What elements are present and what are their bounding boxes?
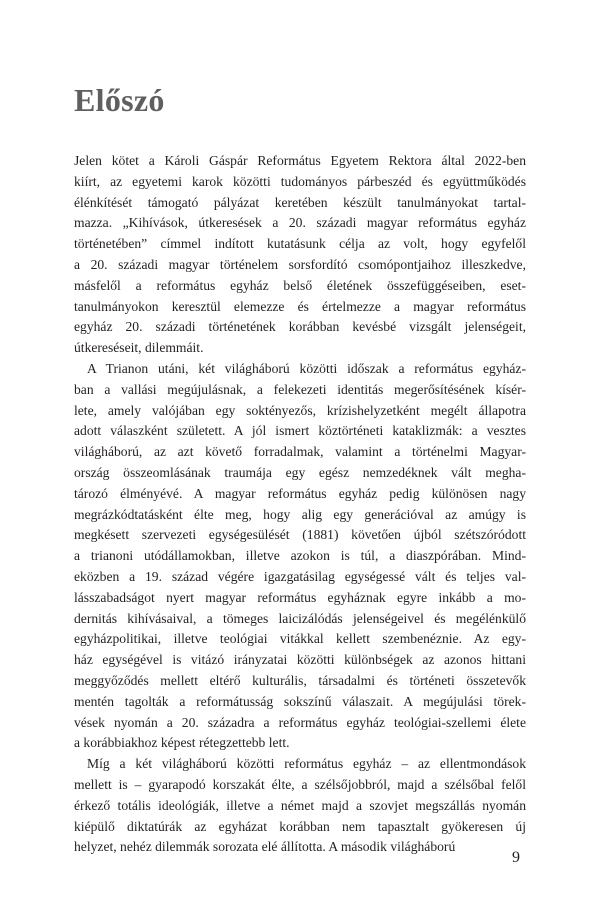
text-line: a trianoni utódállamokban, illetve azokon is túl, a diaszpórában. Mind- bbox=[74, 548, 526, 564]
page-number: 9 bbox=[512, 849, 520, 866]
text-line: Míg a két világháború közötti református egyház – az ellentmondások bbox=[87, 756, 526, 772]
text-line: útkereséseit, dilemmáit. bbox=[74, 340, 204, 356]
body-text bbox=[74, 151, 526, 858]
text-line: kiírt, az egyetemi karok közötti tudományos párbeszéd és együttműködés bbox=[74, 173, 526, 189]
text-line: ban a vallási megújulásnak, a felekezeti identitás megerősítésének kísér- bbox=[74, 381, 526, 397]
text-line: helyzet, nehéz dilemmák sorozata elé állította. A második világháború bbox=[74, 839, 456, 855]
text-line: megkésett szervezeti egységesülését (1881) követően újból szétszóródott bbox=[74, 527, 526, 543]
text-line: mentén tagolták a reformátusság sokszínű válaszait. A megújulási törek- bbox=[74, 693, 526, 709]
text-line: tanulmányokon keresztül elemezze és értelmezze a magyar református bbox=[74, 298, 526, 314]
text-line: A Trianon utáni, két világháború közötti időszak a református egyház- bbox=[87, 360, 526, 376]
text-line: ország összeomlásának traumája egy egész nemzedéknek vált megha- bbox=[74, 464, 526, 480]
text-line: lete, amely valójában egy soktényezős, krízishelyzetként megélt állapotra bbox=[74, 402, 526, 418]
text-line: egyház 20. századi történetének korábban kevésbé vizsgált jelenségeit, bbox=[74, 319, 526, 335]
text-line: dernitás kihívásaival, a tömeges laicizálódás jelenségeivel és megélénkülő bbox=[74, 610, 526, 626]
chapter-title: Előszó bbox=[74, 82, 165, 118]
text-line: élénkítését támogató pályázat keretében készült tanulmányokat tartal- bbox=[74, 194, 526, 210]
text-line: mazza. „Kihívások, útkeresések a 20. századi magyar református egyház bbox=[74, 215, 526, 231]
text-line: adott válaszként született. A jól ismert köztörténeti kataklizmák: a vesztes bbox=[74, 423, 526, 439]
text-line: Jelen kötet a Károli Gáspár Református Egyetem Rektora által 2022-ben bbox=[74, 153, 526, 168]
text-line: mellett is – gyarapodó korszakát élte, a szélsőjobbról, majd a szélsőbal felől bbox=[74, 776, 526, 792]
text-line: érkező totális ideológiák, illetve a német majd a szovjet megszállás nyomán bbox=[74, 797, 526, 813]
text-line: másfelől a református egyház belső életének összefüggéseiben, eset- bbox=[74, 277, 526, 293]
text-line: eközben a 19. század végére igazgatásilag egységessé vált és teljes val- bbox=[74, 568, 526, 584]
text-line: a korábbiakhoz képest rétegzettebb lett. bbox=[74, 735, 290, 751]
text-line: megrázkódtatásként élte meg, hogy alig egy generációval az amúgy is bbox=[74, 506, 526, 522]
text-line: történetében” címmel indított kutatásunk célja az volt, hogy egyfelől bbox=[74, 236, 526, 252]
text-line: ház egységével is vitázó irányzatai közötti különbségek az azonos hittani bbox=[74, 652, 526, 668]
text-line: egyházpolitikai, illetve teológiai vitákkal kellett szembenéznie. Az egy- bbox=[74, 631, 526, 647]
paragraph bbox=[74, 151, 526, 359]
text-line: lásszabadságot nyert magyar református egyháznak egyre inkább a mo- bbox=[74, 589, 526, 605]
text-line: kiépülő diktatúrák az egyházat korábban nem tapasztalt gyökeresen új bbox=[74, 818, 526, 834]
text-line: világháború, az azt követő forradalmak, valamint a történelmi Magyar- bbox=[74, 444, 526, 460]
text-line: a 20. századi magyar történelem sorsfordító csomópontjaihoz illeszkedve, bbox=[74, 256, 526, 272]
text-line: meggyőződés mellett eltérő kulturális, társadalmi és történeti összetevők bbox=[74, 672, 526, 688]
text-line: tározó élményévé. A magyar református egyház pedig különösen nagy bbox=[74, 485, 526, 501]
paragraph bbox=[74, 359, 526, 754]
text-line: vések nyomán a 20. századra a református egyház teológiai-szellemi élete bbox=[74, 714, 526, 730]
paragraph bbox=[74, 754, 526, 858]
